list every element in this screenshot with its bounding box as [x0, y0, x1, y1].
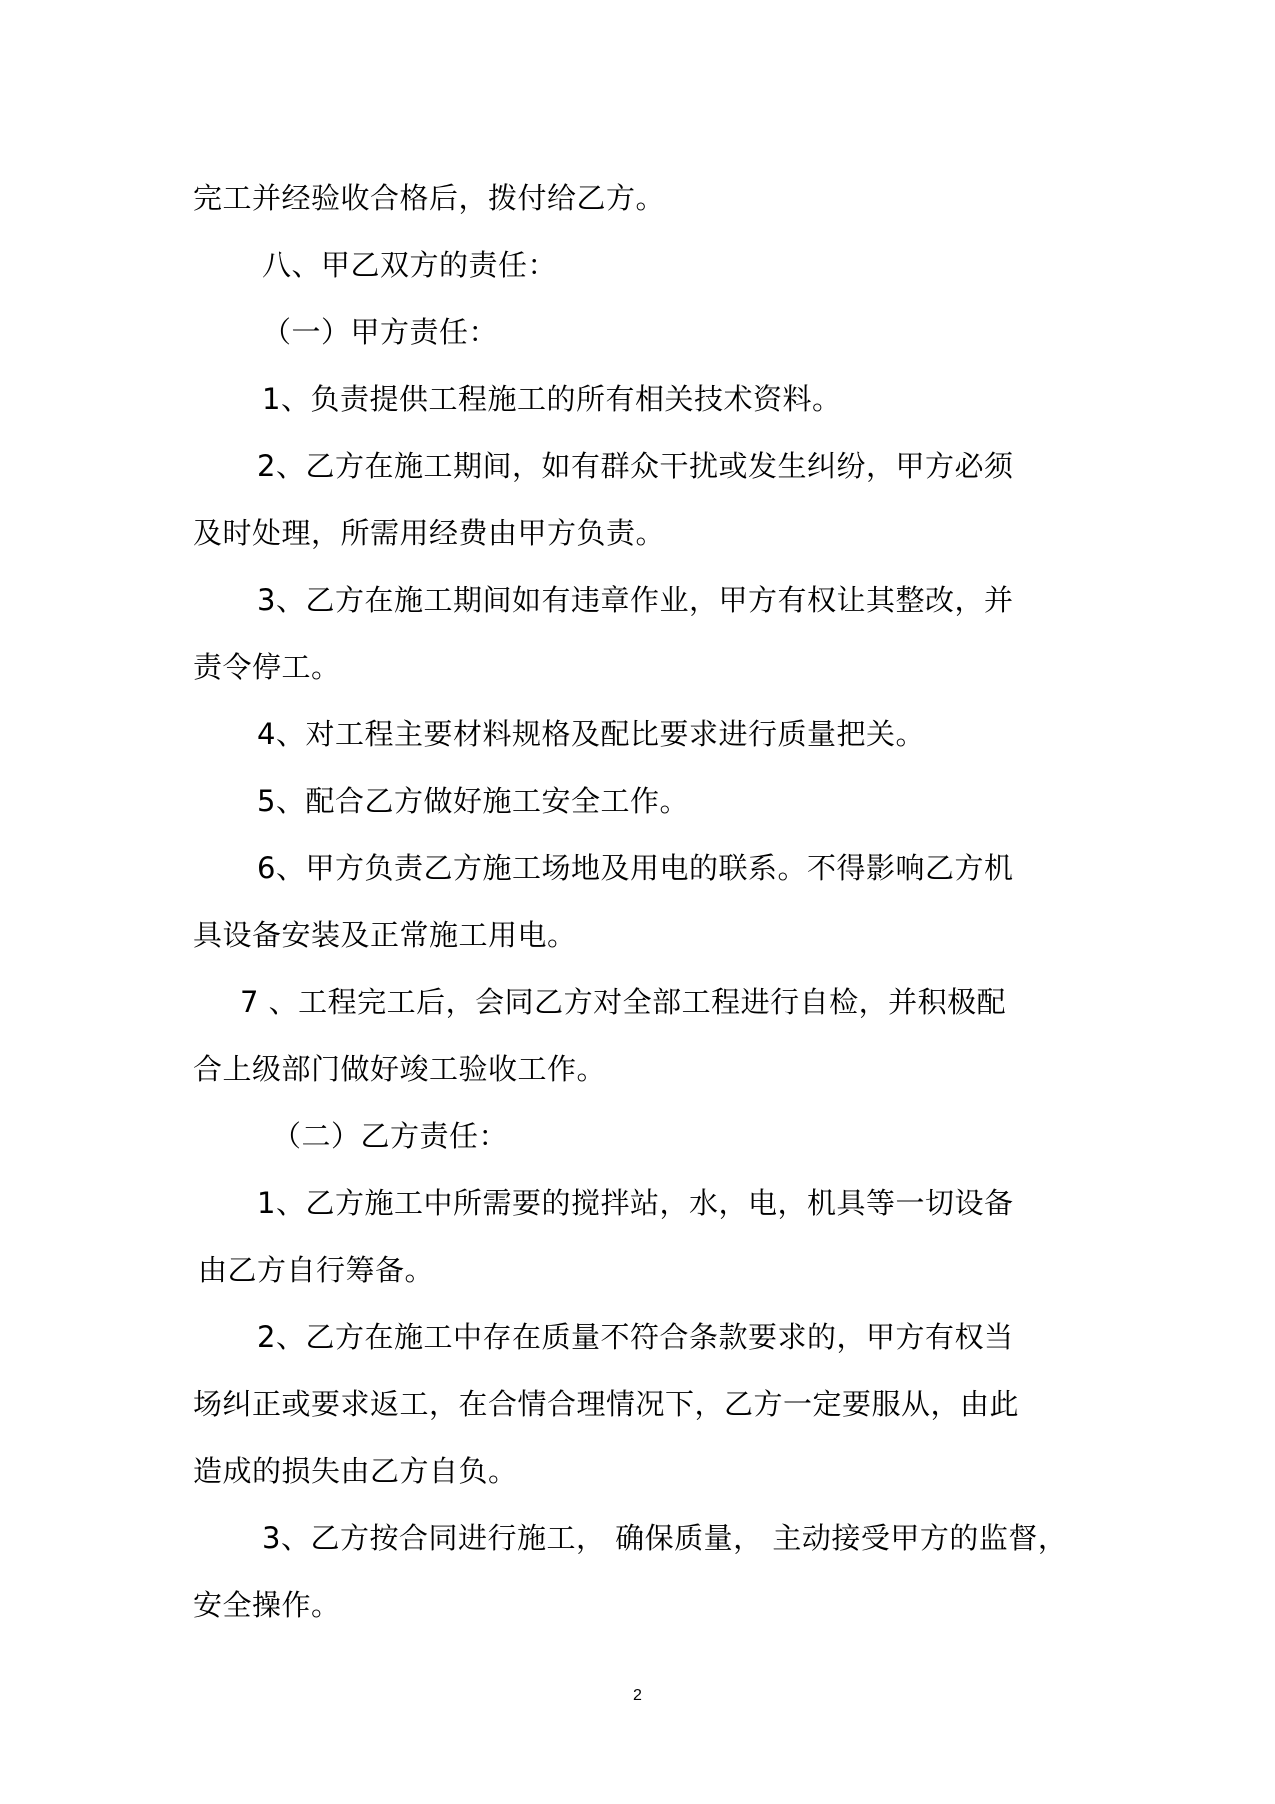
text-line-a1: 1、负责提供工程施工的所有相关技术资料。 [262, 382, 842, 416]
text-line-a4: 4、对工程主要材料规格及配比要求进行质量把关。 [257, 717, 925, 751]
section-heading-8: 八、甲乙双方的责任： [262, 248, 558, 282]
text-line-b3: 3、乙方按合同进行施工， 确保质量， 主动接受甲方的监督， [262, 1521, 1068, 1555]
text-line-1: 完工并经验收合格后，拨付给乙方。 [193, 181, 666, 215]
text-line-b2-cont-2: 造成的损失由乙方自负。 [193, 1454, 518, 1488]
text-line-a2-cont: 及时处理，所需用经费由甲方负责。 [193, 516, 666, 550]
subsection-heading-party-b: （二）乙方责任： [272, 1119, 509, 1153]
text-line-a7-cont: 合上级部门做好竣工验收工作。 [193, 1052, 607, 1086]
text-line-a2: 2、乙方在施工期间，如有群众干扰或发生纠纷，甲方必须 [257, 449, 1014, 483]
subsection-heading-party-a: （一）甲方责任： [262, 315, 499, 349]
text-line-a7: 7 、工程完工后，会同乙方对全部工程进行自检，并积极配 [240, 985, 1007, 1019]
text-line-b2-cont-1: 场纠正或要求返工，在合情合理情况下，乙方一定要服从，由此 [193, 1387, 1020, 1421]
text-line-a6: 6、甲方负责乙方施工场地及用电的联系。不得影响乙方机 [257, 851, 1014, 885]
text-line-b3-cont: 安全操作。 [193, 1588, 341, 1622]
page-number: 2 [633, 1687, 642, 1704]
text-line-b2: 2、乙方在施工中存在质量不符合条款要求的，甲方有权当 [257, 1320, 1014, 1354]
text-line-b1: 1、乙方施工中所需要的搅拌站，水，电，机具等一切设备 [257, 1186, 1014, 1220]
text-line-a5: 5、配合乙方做好施工安全工作。 [257, 784, 689, 818]
text-line-b1-cont: 由乙方自行筹备。 [198, 1253, 435, 1287]
text-line-a6-cont: 具设备安装及正常施工用电。 [193, 918, 577, 952]
text-line-a3: 3、乙方在施工期间如有违章作业，甲方有权让其整改，并 [257, 583, 1014, 617]
text-line-a3-cont: 责令停工。 [193, 650, 341, 684]
